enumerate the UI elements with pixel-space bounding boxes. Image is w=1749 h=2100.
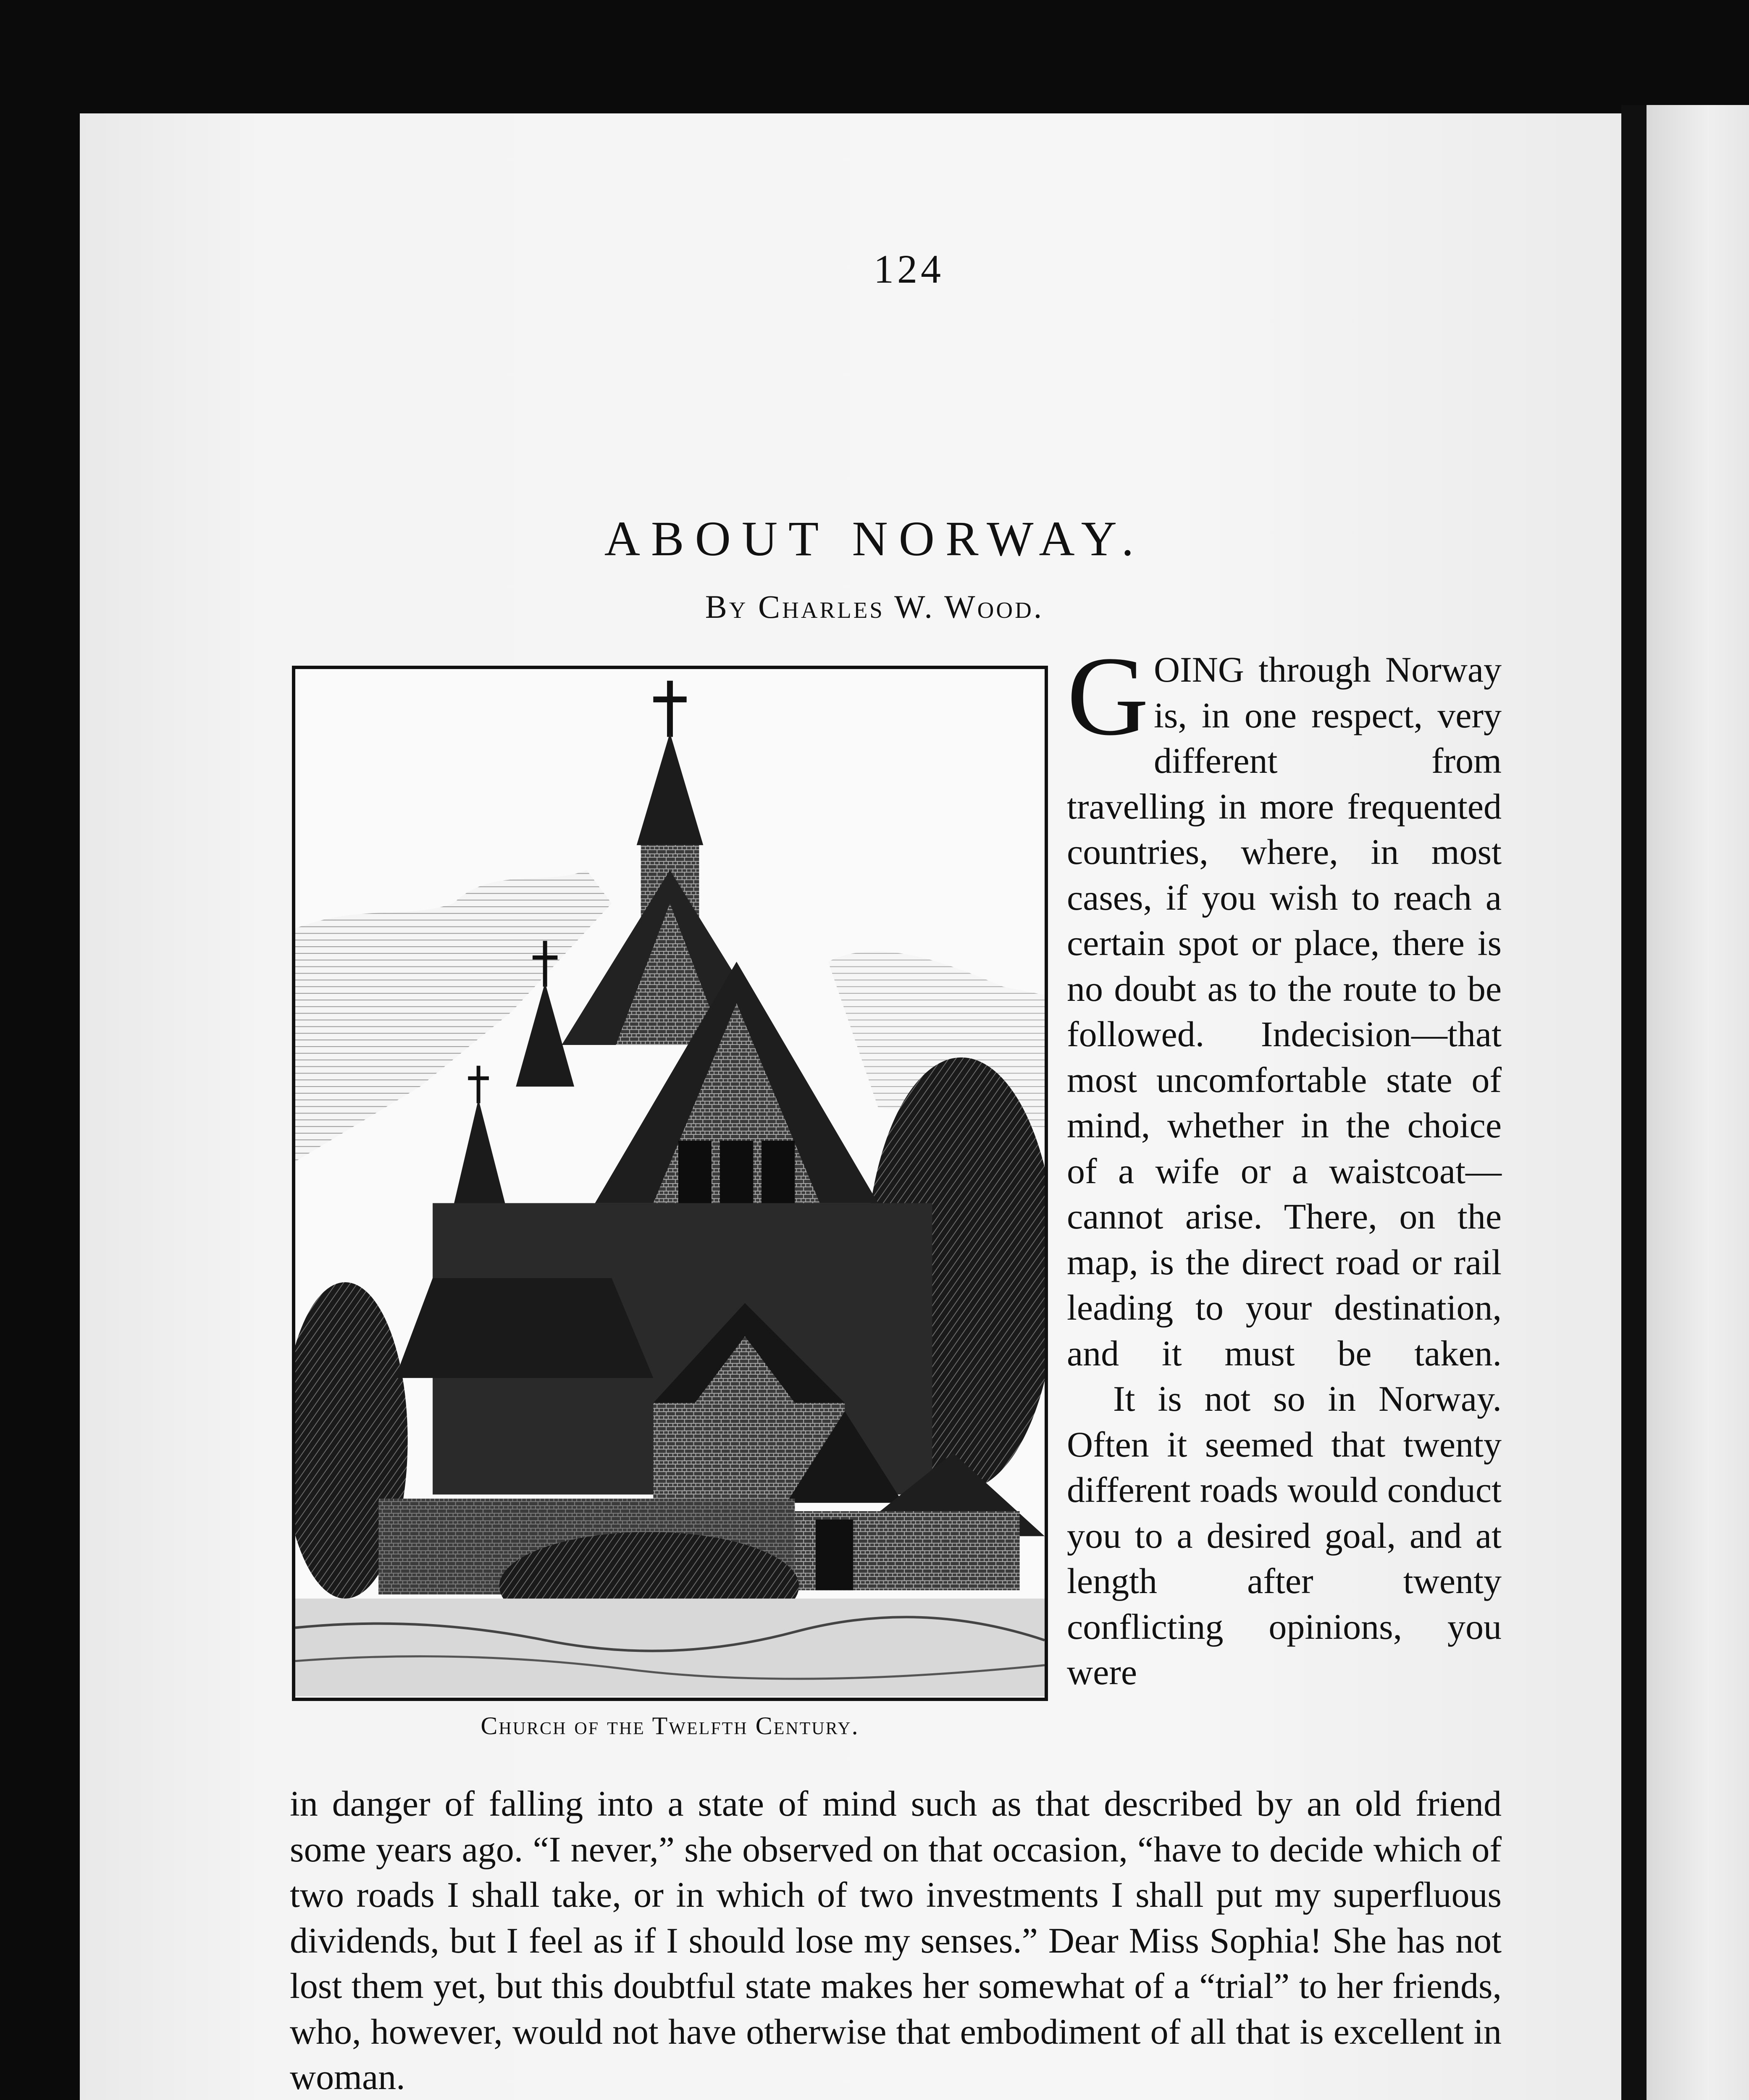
book-spine: [1621, 105, 1647, 2100]
page-number: 124: [874, 247, 944, 291]
figure-caption: Church of the Twelfth Century.: [481, 1712, 859, 1740]
drop-cap: G: [1067, 633, 1149, 759]
church-engraving: [292, 666, 1048, 1701]
paragraph-1: [1067, 633, 1502, 1376]
full-width-text: [290, 1781, 1502, 2100]
paragraph-2-start: It is not so in Norway. Often it seemed that twenty different roads would conduct you to a desired goal, and at length after twenty conflicting opinions, you were: [1067, 1378, 1502, 1692]
paragraph-1-text: OING through Norway is, in one respect, very different from travelling in more frequented countries, where, in most cases, if you wish to reach a certain spot or place, there is no doubt as to the route to be followed. Indecision—that most uncomfortable state of mind, whether in the choice of a wife or a waistcoat—cannot arise. There, on the map, is the direct road or rail leading to your destination, and it must be taken.: [1067, 649, 1502, 1373]
paragraph-2-continued: in danger of falling into a state of mind such as that described by an old friend some years ago. “I never,” she observed on that occasion, “have to decide which of two roads I shall take, or in which of two investments I shall put my superfluous dividends, but I feel as if I should lose my senses.” Dear Miss Sophia! She has not lost them yet, but this doubtful state makes her somewhat of a “trial” to her friends, who, however, would not have otherwise that embodiment of all that is excellent in woman.: [290, 1783, 1502, 2097]
church-illustration: [295, 669, 1045, 1698]
adjacent-page-edge: [1647, 105, 1749, 2100]
article-title: ABOUT NORWAY.: [604, 511, 1145, 566]
side-column: [1067, 633, 1502, 1695]
byline: By Charles W. Wood.: [705, 588, 1044, 625]
